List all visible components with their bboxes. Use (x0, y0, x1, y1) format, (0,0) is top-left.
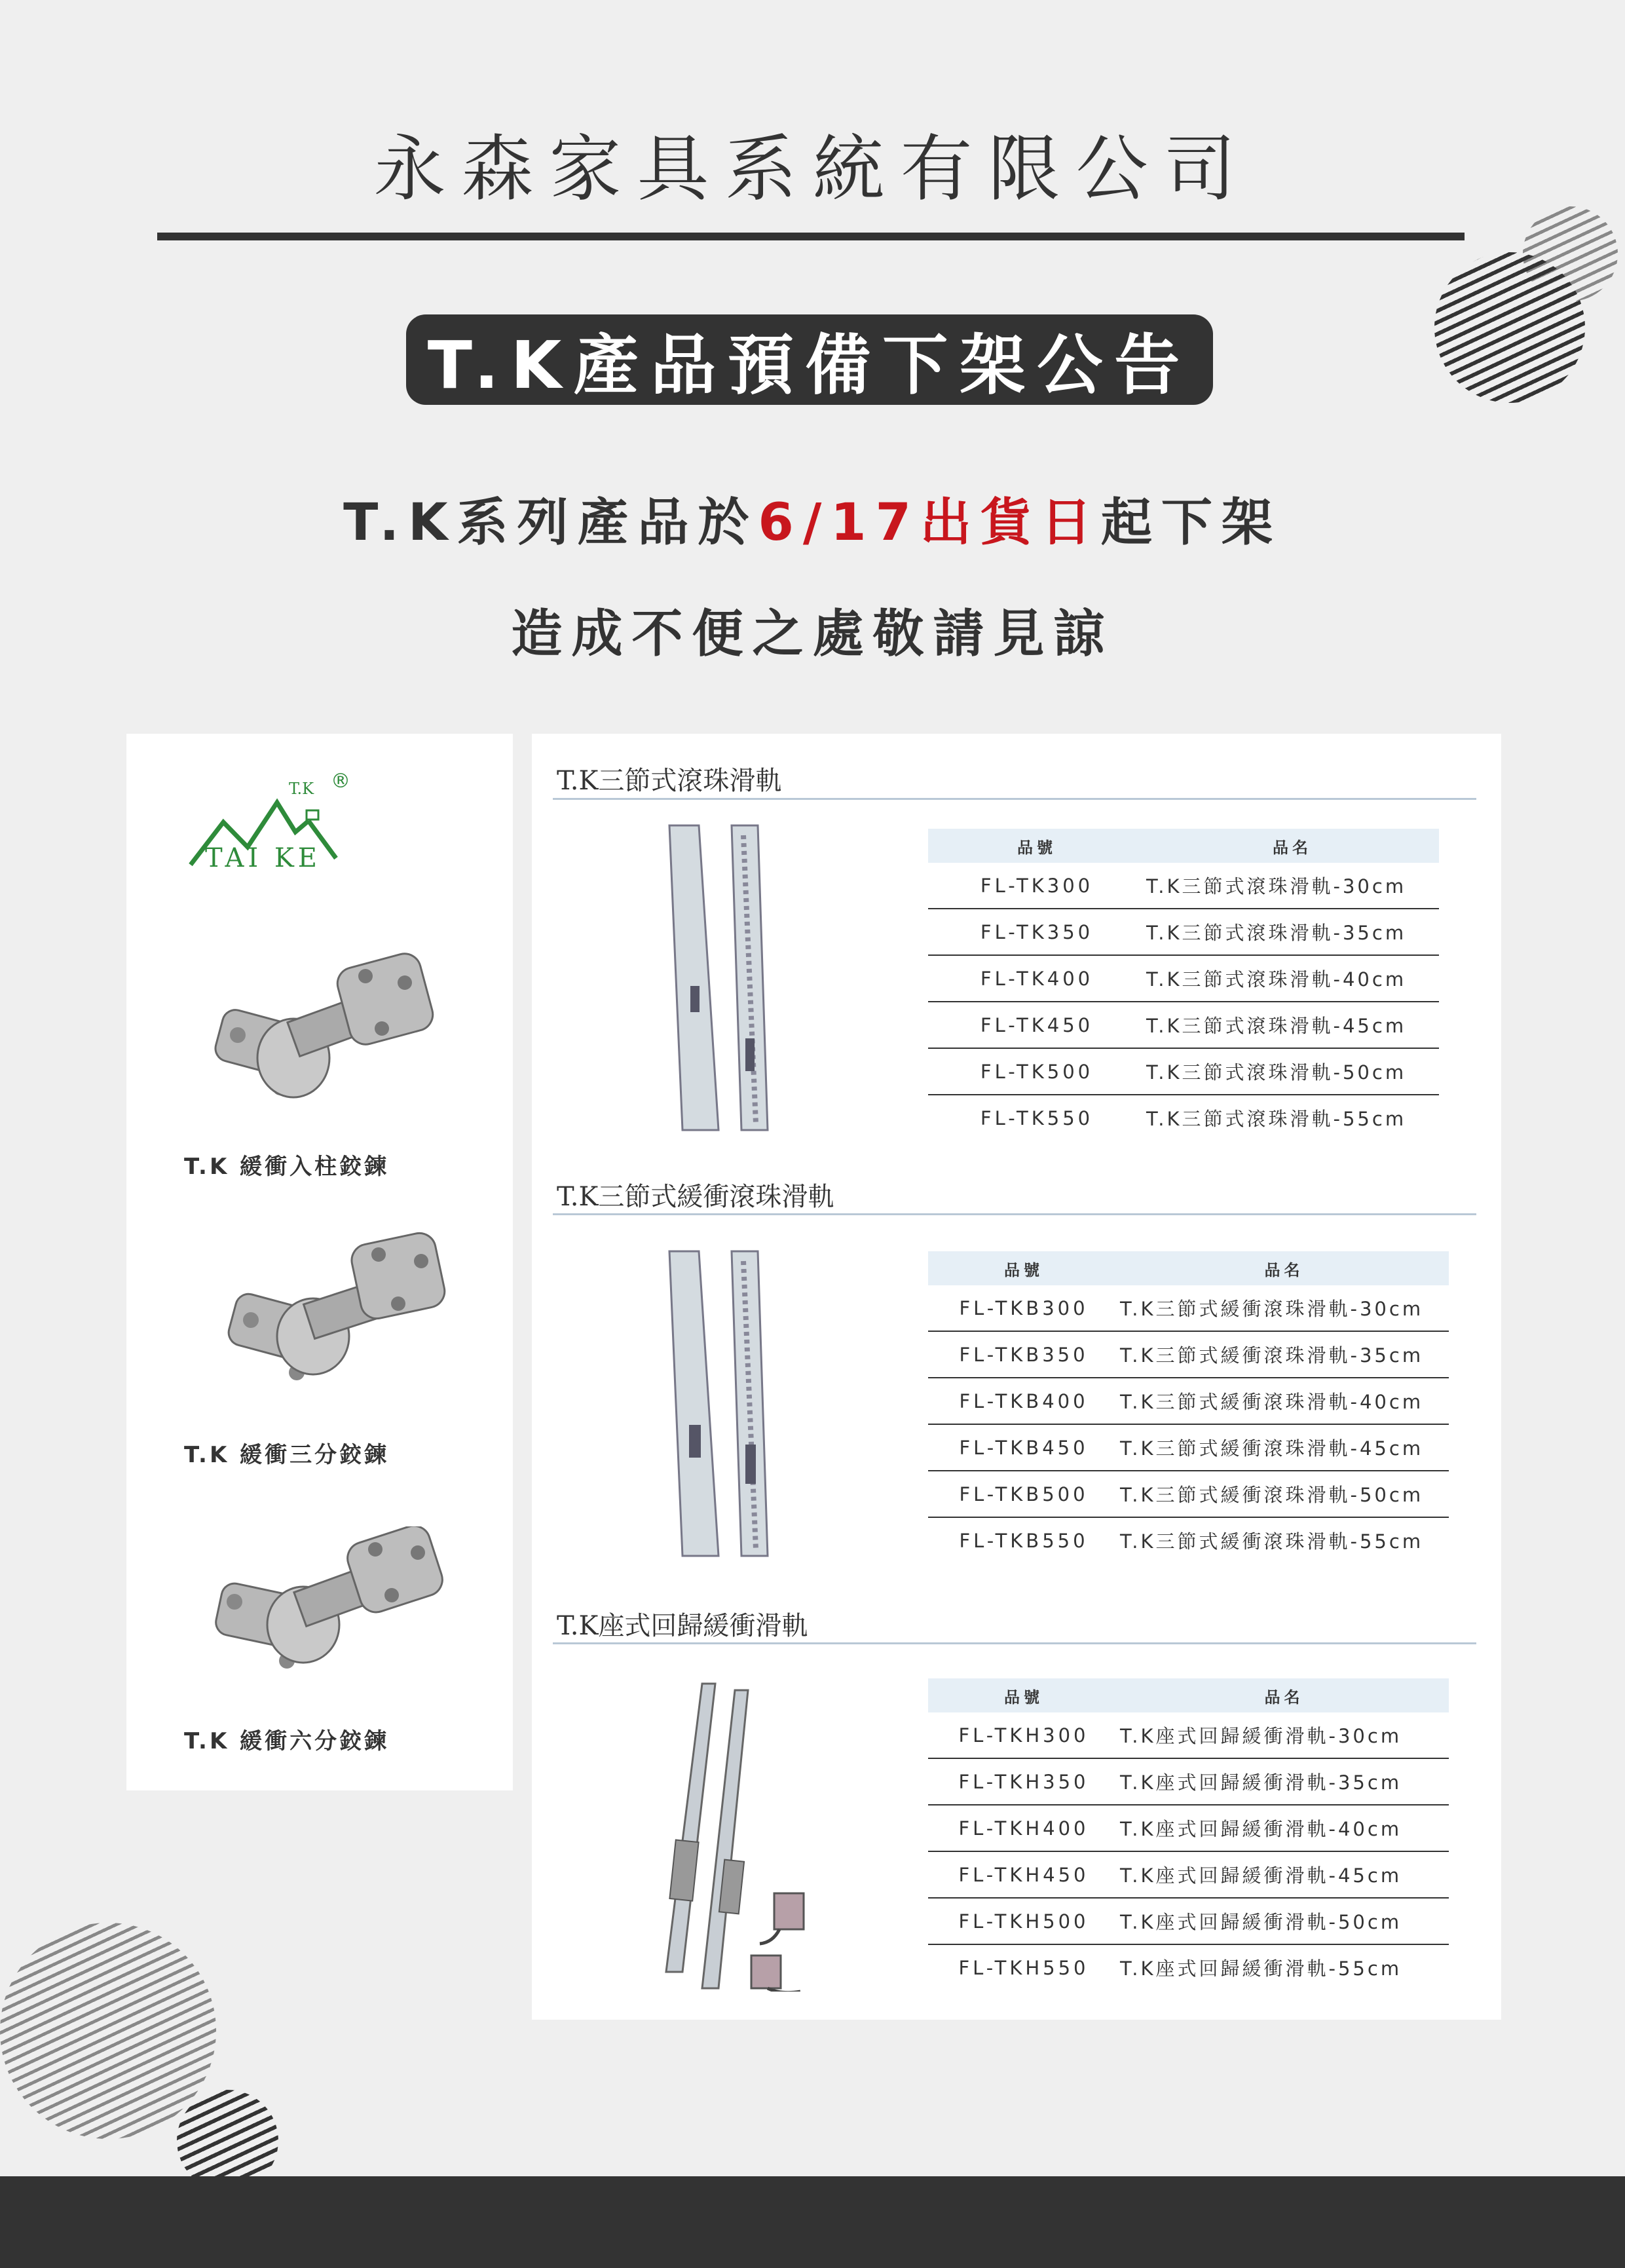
logo-registered: ® (331, 770, 350, 793)
notice-date: 6/17出貨日 (758, 493, 1101, 552)
slide-rail-panel (532, 734, 1501, 2020)
product-name: T.K三節式滾珠滑軌-55cm (1146, 1108, 1407, 1130)
section-title: T.K三節式滾珠滑軌 (557, 766, 782, 796)
hinge-image (205, 950, 441, 1114)
notice-line-1 (0, 482, 1625, 555)
product-name: T.K座式回歸緩衝滑軌-45cm (1119, 1851, 1449, 1898)
section-divider (553, 1642, 1476, 1644)
product-code: FL-TKH500 (928, 1898, 1119, 1944)
product-name: T.K三節式滾珠滑軌-40cm (1146, 955, 1439, 1002)
table-row (928, 1898, 1449, 1944)
product-code: FL-TKB500 (928, 1471, 1119, 1517)
section-divider (553, 798, 1476, 800)
notice-line-1-pre: T.K系列產品於 (343, 493, 758, 552)
product-table (928, 1251, 1449, 1563)
product-name: T.K座式回歸緩衝滑軌-30cm (1119, 1712, 1449, 1758)
product-code: FL-TK550 (980, 1106, 1094, 1129)
product-code: FL-TK350 (928, 909, 1146, 955)
table-header-name: 品名 (1119, 1251, 1449, 1285)
hinge-label: T.K 緩衝六分鉸鍊 (184, 1728, 390, 1754)
section-divider (553, 1213, 1476, 1215)
logo-mark: T.K (289, 780, 314, 798)
decor-circle-bottom-light (0, 1923, 216, 2139)
ball-bearing-slide-image (656, 822, 813, 1137)
notice-line-1-post: 起下架 (1100, 493, 1282, 552)
product-code: FL-TKB550 (959, 1529, 1089, 1552)
hinge-panel (126, 734, 513, 1790)
product-table (928, 1678, 1449, 1990)
header-rule (157, 233, 1465, 240)
table-header-code: 品號 (928, 829, 1146, 863)
table-row (928, 1517, 1449, 1563)
table-header-name: 品名 (1146, 829, 1439, 863)
product-name: T.K三節式緩衝滾珠滑軌-45cm (1119, 1424, 1449, 1471)
section-title: T.K三節式緩衝滾珠滑軌 (557, 1182, 834, 1212)
table-header-code: 品號 (928, 1251, 1119, 1285)
product-code: FL-TKH450 (928, 1851, 1119, 1898)
table-row (928, 909, 1439, 955)
table-row (928, 1805, 1449, 1851)
table-row (928, 1712, 1449, 1758)
table-row (928, 1851, 1449, 1898)
product-name: T.K三節式緩衝滾珠滑軌-50cm (1119, 1471, 1449, 1517)
table-row (928, 1471, 1449, 1517)
product-code: FL-TK500 (928, 1048, 1146, 1095)
table-row (928, 1285, 1449, 1331)
soft-close-slide-image (656, 1248, 813, 1562)
product-name: T.K三節式緩衝滾珠滑軌-40cm (1119, 1378, 1449, 1424)
table-row (928, 1944, 1449, 1990)
table-row (928, 1424, 1449, 1471)
product-name: T.K座式回歸緩衝滑軌-40cm (1119, 1805, 1449, 1851)
product-name: T.K三節式緩衝滾珠滑軌-30cm (1119, 1285, 1449, 1331)
product-name: T.K三節式緩衝滾珠滑軌-55cm (1120, 1530, 1424, 1553)
product-table (928, 829, 1439, 1141)
table-row (928, 863, 1439, 909)
product-name: T.K座式回歸緩衝滑軌-50cm (1119, 1898, 1449, 1944)
table-row (928, 1378, 1449, 1424)
product-name: T.K三節式滾珠滑軌-45cm (1146, 1002, 1439, 1048)
product-name: T.K座式回歸緩衝滑軌-55cm (1120, 1957, 1402, 1980)
table-row (928, 1002, 1439, 1048)
logo-name: TAI KE (205, 843, 321, 873)
announcement-badge: T.K產品預備下架公告 (406, 314, 1213, 405)
notice-line-2: 造成不便之處敬請見諒 (511, 605, 1114, 664)
table-row (928, 1758, 1449, 1805)
footer-band (0, 2176, 1625, 2268)
product-code: FL-TKH400 (928, 1805, 1119, 1851)
product-code: FL-TK450 (928, 1002, 1146, 1048)
table-row (928, 1095, 1439, 1141)
table-row (928, 1048, 1439, 1095)
product-name: T.K三節式滾珠滑軌-30cm (1146, 863, 1439, 909)
hinge-label: T.K 緩衝入柱鉸鍊 (184, 1154, 390, 1180)
hinge-label: T.K 緩衝三分鉸鍊 (184, 1442, 390, 1468)
product-name: T.K三節式緩衝滾珠滑軌-35cm (1119, 1331, 1449, 1378)
product-name: T.K三節式滾珠滑軌-35cm (1146, 909, 1439, 955)
product-code: FL-TKB350 (928, 1331, 1119, 1378)
product-name: T.K座式回歸緩衝滑軌-35cm (1119, 1758, 1449, 1805)
product-code: FL-TKH550 (958, 1956, 1089, 1979)
table-row (928, 1331, 1449, 1378)
company-name: 永森家具系統有限公司 (373, 127, 1252, 211)
decor-circle-top-dark (1434, 252, 1585, 403)
product-name: T.K三節式滾珠滑軌-50cm (1146, 1048, 1439, 1095)
table-header-code: 品號 (928, 1678, 1119, 1712)
product-code: FL-TKB450 (928, 1424, 1119, 1471)
undermount-slide-image (637, 1677, 859, 1992)
table-row (928, 955, 1439, 1002)
product-code: FL-TK400 (928, 955, 1146, 1002)
product-code: FL-TKH350 (928, 1758, 1119, 1805)
product-code: FL-TKB300 (928, 1285, 1119, 1331)
taike-logo (185, 770, 382, 881)
section-title: T.K座式回歸緩衝滑軌 (557, 1611, 808, 1641)
product-code: FL-TKB400 (928, 1378, 1119, 1424)
hinge-image (225, 1232, 447, 1389)
product-code: FL-TKH300 (928, 1712, 1119, 1758)
table-header-name: 品名 (1119, 1678, 1449, 1712)
product-code: FL-TK300 (928, 863, 1146, 909)
hinge-image (212, 1526, 447, 1684)
